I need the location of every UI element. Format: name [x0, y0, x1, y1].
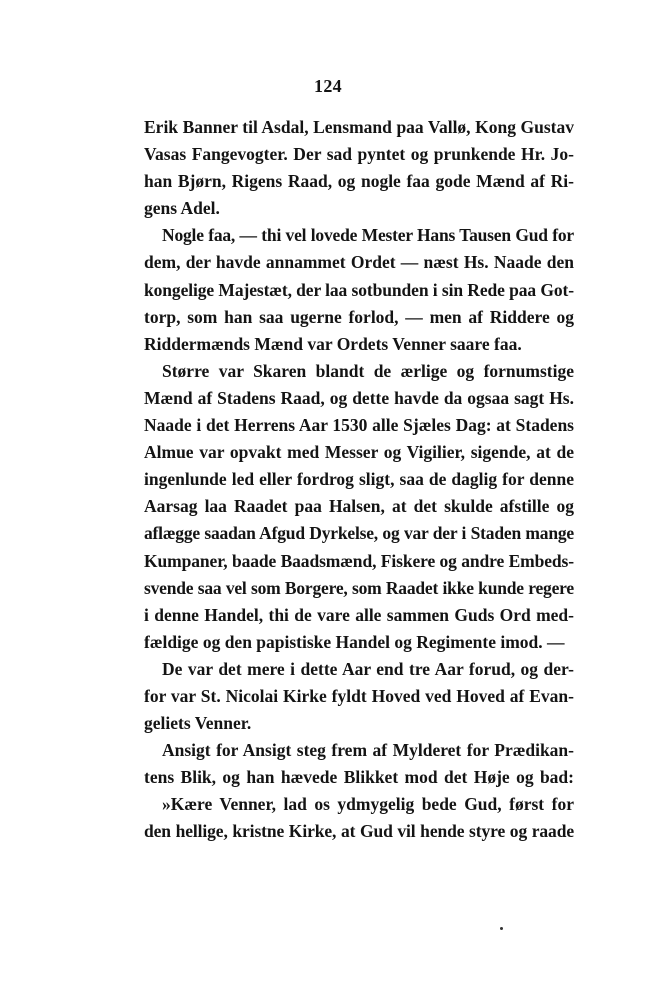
- text-line: kongelige Majestæt, der laa sotbunden i sin Rede paa Got-: [144, 279, 574, 300]
- text-line: Naade i det Herrens Aar 1530 alle Sjæles Dag: at Stadens: [144, 415, 574, 436]
- text-line: Riddermænds Mænd var Ordets Venner saare faa.: [144, 333, 522, 354]
- text-line: ingenlunde led eller fordrog sligt, saa de daglig for denne: [144, 469, 574, 490]
- text-line: Nogle faa, — thi vel lovede Mester Hans Tausen Gud for: [162, 225, 574, 246]
- text-line: Vasas Fangevogter. Der sad pyntet og prunkende Hr. Jo-: [144, 144, 574, 165]
- text-line: den hellige, kristne Kirke, at Gud vil hende styre og raade: [144, 821, 574, 842]
- text-line: De var det mere i dette Aar end tre Aar forud, og der-: [162, 658, 574, 679]
- text-line: Kumpaner, baade Baadsmænd, Fiskere og andre Embeds-: [144, 550, 574, 571]
- text-line: Mænd af Stadens Raad, og dette havde da ogsaa sagt Hs.: [144, 387, 574, 408]
- text-line: aflægge saadan Afgud Dyrkelse, og var der i Staden mange: [144, 523, 574, 544]
- text-line: fældige og den papistiske Handel og Regimente imod. —: [144, 631, 565, 652]
- text-line: dem, der havde annammet Ordet — næst Hs. Naade den: [144, 252, 574, 273]
- text-line: gens Adel.: [144, 198, 220, 219]
- text-line: Ansigt for Ansigt steg frem af Mylderet for Prædikan-: [162, 740, 574, 761]
- text-line: Almue var opvakt med Messer og Vigilier, sigende, at de: [144, 442, 574, 463]
- text-line: Større var Skaren blandt de ærlige og fornumstige: [162, 360, 574, 381]
- page-number: 124: [314, 76, 342, 96]
- text-line: han Bjørn, Rigens Raad, og nogle faa gode Mænd af Ri-: [144, 171, 574, 192]
- text-line: Aarsag laa Raadet paa Halsen, at det skulde afstille og: [144, 496, 574, 517]
- text-line: for var St. Nicolai Kirke fyldt Hoved ved Hoved af Evan-: [144, 685, 574, 706]
- text-line: i denne Handel, thi de vare alle sammen Guds Ord med-: [144, 604, 574, 625]
- text-line: svende saa vel som Borgere, som Raadet ikke kunde regere: [144, 577, 574, 598]
- text-line: Erik Banner til Asdal, Lensmand paa Vallø, Kong Gustav: [144, 117, 574, 137]
- text-line: torp, som han saa ugerne forlod, — men af Riddere og: [144, 306, 574, 327]
- print-speck: [500, 927, 503, 930]
- text-line: »Kære Venner, lad os ydmygelig bede Gud, først for: [162, 794, 574, 815]
- body-text: [144, 114, 574, 846]
- text-line: geliets Venner.: [144, 713, 252, 734]
- text-line: tens Blik, og han hævede Blikket mod det Høje og bad:: [144, 767, 574, 788]
